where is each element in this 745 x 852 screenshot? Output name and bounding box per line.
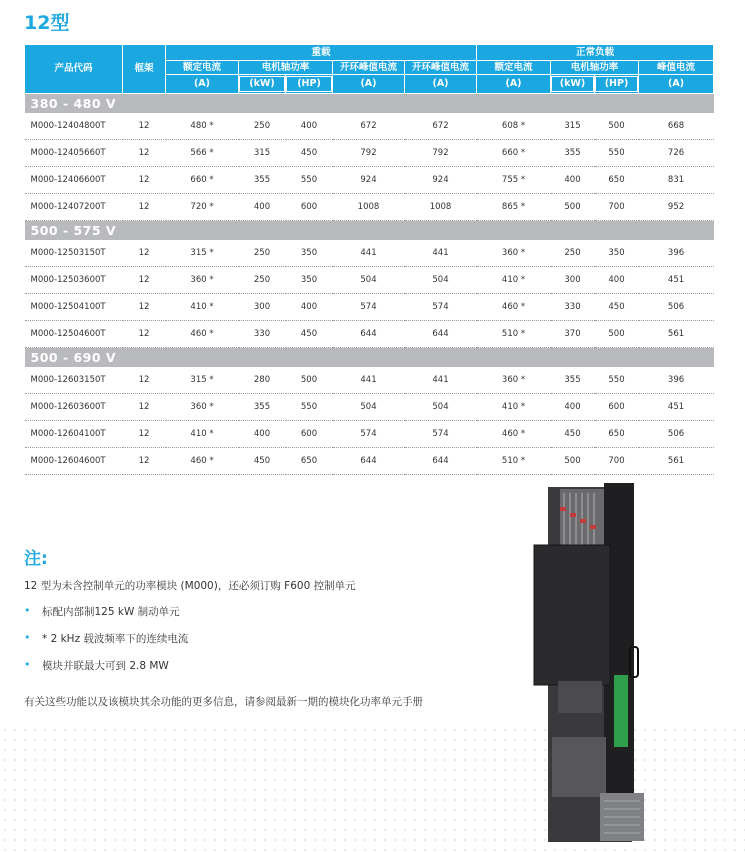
note-text: 标配内部制125 kW 制动单元 [42, 606, 180, 618]
table-row [25, 448, 714, 475]
cell-code: M000-12603600T [25, 394, 123, 421]
unit-hd-hp-label: (HP) [286, 76, 332, 92]
cell-hd-current: 460 * [166, 321, 239, 348]
module-lower-bay [552, 737, 606, 797]
cell-open-peak: 574 [333, 421, 405, 448]
cell-open-peak: 504 [333, 267, 405, 294]
cell-nd-kw: 500 [551, 194, 595, 221]
voltage-group-label: 380 - 480 V [25, 94, 714, 114]
cell-closed-peak: 504 [405, 267, 477, 294]
cell-hd-current: 566 * [166, 140, 239, 167]
table-row [25, 140, 714, 167]
cell-nd-hp: 550 [595, 367, 639, 394]
cell-code: M000-12404800T [25, 113, 123, 140]
cell-nd-peak: 561 [639, 321, 714, 348]
cell-nd-peak: 506 [639, 421, 714, 448]
cell-nd-current: 460 * [477, 294, 551, 321]
table-row [25, 321, 714, 348]
cell-hd-hp: 550 [286, 167, 333, 194]
module-status-board [614, 675, 628, 747]
cell-nd-current: 460 * [477, 421, 551, 448]
cell-nd-kw: 300 [551, 267, 595, 294]
notes-list [24, 604, 188, 685]
cell-frame: 12 [123, 367, 166, 394]
cell-closed-peak: 672 [405, 113, 477, 140]
cell-open-peak: 644 [333, 448, 405, 475]
cell-open-peak: 792 [333, 140, 405, 167]
cell-nd-kw: 400 [551, 394, 595, 421]
cell-hd-current: 410 * [166, 294, 239, 321]
cell-code: M000-12604100T [25, 421, 123, 448]
cell-hd-current: 720 * [166, 194, 239, 221]
bullet-icon: • [24, 631, 31, 644]
cell-open-peak: 441 [333, 240, 405, 267]
cell-closed-peak: 574 [405, 421, 477, 448]
cell-nd-hp: 650 [595, 167, 639, 194]
cell-closed-peak: 504 [405, 394, 477, 421]
cell-hd-hp: 450 [286, 140, 333, 167]
power-module-image [530, 475, 650, 847]
cell-code: M000-12406600T [25, 167, 123, 194]
cell-hd-hp: 350 [286, 267, 333, 294]
cell-code: M000-12503600T [25, 267, 123, 294]
header-product-code: 产品代码 [25, 45, 123, 94]
cell-frame: 12 [123, 448, 166, 475]
cell-frame: 12 [123, 240, 166, 267]
notes-title: 注: [24, 549, 48, 569]
cell-closed-peak: 441 [405, 240, 477, 267]
cell-hd-current: 360 * [166, 267, 239, 294]
unit-hd-hp [286, 75, 333, 94]
cell-open-peak: 672 [333, 113, 405, 140]
cell-frame: 12 [123, 113, 166, 140]
cell-hd-current: 660 * [166, 167, 239, 194]
cell-code: M000-12603150T [25, 367, 123, 394]
cell-nd-kw: 370 [551, 321, 595, 348]
cell-frame: 12 [123, 421, 166, 448]
cell-hd-kw: 315 [239, 140, 286, 167]
cell-nd-hp: 600 [595, 394, 639, 421]
cell-frame: 12 [123, 321, 166, 348]
cell-closed-peak: 1008 [405, 194, 477, 221]
note-text: * 2 kHz 载波频率下的连续电流 [42, 633, 189, 645]
unit-hd-kw-label: (kW) [239, 76, 285, 92]
cell-hd-current: 360 * [166, 394, 239, 421]
cell-frame: 12 [123, 394, 166, 421]
cell-nd-kw: 355 [551, 140, 595, 167]
cell-code: M000-12504600T [25, 321, 123, 348]
cell-hd-kw: 450 [239, 448, 286, 475]
table-row [25, 294, 714, 321]
cell-nd-current: 360 * [477, 367, 551, 394]
cell-open-peak: 504 [333, 394, 405, 421]
cell-hd-kw: 250 [239, 267, 286, 294]
unit-nd-current: (A) [477, 75, 551, 94]
unit-nd-kw [551, 75, 595, 94]
cell-frame: 12 [123, 267, 166, 294]
bullet-icon: • [24, 604, 31, 617]
table-row [25, 113, 714, 140]
cell-frame: 12 [123, 294, 166, 321]
header-peak-current: 峰值电流 [639, 61, 714, 75]
unit-hd-current: (A) [166, 75, 239, 94]
cell-hd-kw: 280 [239, 367, 286, 394]
cell-nd-kw: 450 [551, 421, 595, 448]
cell-open-peak: 1008 [333, 194, 405, 221]
voltage-group-header [25, 348, 714, 368]
header-frame: 框架 [123, 45, 166, 94]
voltage-group-label: 500 - 690 V [25, 348, 714, 368]
cell-nd-kw: 500 [551, 448, 595, 475]
header-heavy-duty: 重载 [166, 45, 477, 61]
table-row [25, 267, 714, 294]
unit-closed-peak: (A) [405, 75, 477, 94]
spec-table [24, 44, 714, 475]
cell-nd-hp: 700 [595, 448, 639, 475]
cell-nd-peak: 506 [639, 294, 714, 321]
cell-hd-hp: 600 [286, 194, 333, 221]
table-row [25, 367, 714, 394]
table-row [25, 421, 714, 448]
cell-nd-peak: 952 [639, 194, 714, 221]
cell-hd-hp: 550 [286, 394, 333, 421]
note-item [24, 658, 188, 685]
cell-hd-current: 315 * [166, 240, 239, 267]
cell-open-peak: 441 [333, 367, 405, 394]
cell-nd-current: 660 * [477, 140, 551, 167]
cell-hd-kw: 400 [239, 421, 286, 448]
cell-closed-peak: 792 [405, 140, 477, 167]
cell-code: M000-12504100T [25, 294, 123, 321]
cell-closed-peak: 574 [405, 294, 477, 321]
cell-nd-hp: 500 [595, 321, 639, 348]
cell-nd-hp: 550 [595, 140, 639, 167]
cell-hd-kw: 250 [239, 240, 286, 267]
header-hd-rated-current: 额定电流 [166, 61, 239, 75]
notes-more-info: 有关这些功能以及该模块其余功能的更多信息，请参阅最新一期的模块化功率单元手册 [24, 696, 423, 708]
cell-hd-hp: 500 [286, 367, 333, 394]
cell-hd-hp: 400 [286, 294, 333, 321]
voltage-group-header [25, 221, 714, 241]
cell-open-peak: 644 [333, 321, 405, 348]
cell-hd-hp: 600 [286, 421, 333, 448]
cell-frame: 12 [123, 140, 166, 167]
unit-hd-kw [239, 75, 286, 94]
note-text: 模块并联最大可到 2.8 MW [42, 660, 169, 672]
module-front-cover [534, 545, 610, 685]
cell-hd-kw: 330 [239, 321, 286, 348]
cell-hd-current: 410 * [166, 421, 239, 448]
table-row [25, 240, 714, 267]
unit-open-peak: (A) [333, 75, 405, 94]
cell-nd-current: 755 * [477, 167, 551, 194]
cell-nd-kw: 250 [551, 240, 595, 267]
header-nd-rated-current: 额定电流 [477, 61, 551, 75]
cell-open-peak: 574 [333, 294, 405, 321]
cell-nd-hp: 700 [595, 194, 639, 221]
table-row [25, 167, 714, 194]
cell-nd-hp: 400 [595, 267, 639, 294]
cell-nd-peak: 451 [639, 394, 714, 421]
cell-nd-peak: 396 [639, 240, 714, 267]
cell-nd-kw: 315 [551, 113, 595, 140]
cell-code: M000-12407200T [25, 194, 123, 221]
unit-peak-current: (A) [639, 75, 714, 94]
cell-hd-hp: 400 [286, 113, 333, 140]
header-nd-motor-power: 电机轴功率 [551, 61, 639, 75]
cell-hd-kw: 355 [239, 167, 286, 194]
cell-code: M000-12405660T [25, 140, 123, 167]
cell-nd-kw: 355 [551, 367, 595, 394]
cell-nd-kw: 330 [551, 294, 595, 321]
voltage-group-label: 500 - 575 V [25, 221, 714, 241]
cell-hd-hp: 650 [286, 448, 333, 475]
cell-nd-hp: 650 [595, 421, 639, 448]
cell-hd-current: 460 * [166, 448, 239, 475]
header-closed-loop-peak: 开环峰值电流 [405, 61, 477, 75]
unit-nd-hp [595, 75, 639, 94]
module-terminal-block [558, 681, 602, 713]
cell-nd-current: 510 * [477, 321, 551, 348]
table-row [25, 394, 714, 421]
cell-hd-current: 480 * [166, 113, 239, 140]
cell-hd-kw: 300 [239, 294, 286, 321]
cell-nd-peak: 726 [639, 140, 714, 167]
note-item [24, 604, 188, 631]
cell-code: M000-12604600T [25, 448, 123, 475]
cell-nd-hp: 450 [595, 294, 639, 321]
note-item [24, 631, 188, 658]
cell-hd-hp: 450 [286, 321, 333, 348]
cell-hd-kw: 250 [239, 113, 286, 140]
cell-nd-kw: 400 [551, 167, 595, 194]
cell-nd-hp: 500 [595, 113, 639, 140]
page-title: 12型 [24, 12, 70, 34]
cell-nd-hp: 350 [595, 240, 639, 267]
header-hd-motor-power: 电机轴功率 [239, 61, 333, 75]
cell-nd-peak: 396 [639, 367, 714, 394]
cell-nd-peak: 561 [639, 448, 714, 475]
table-row [25, 194, 714, 221]
cell-nd-peak: 451 [639, 267, 714, 294]
cell-open-peak: 924 [333, 167, 405, 194]
cell-nd-current: 865 * [477, 194, 551, 221]
cell-nd-current: 608 * [477, 113, 551, 140]
cell-closed-peak: 924 [405, 167, 477, 194]
unit-nd-hp-label: (HP) [595, 76, 638, 92]
cell-nd-current: 510 * [477, 448, 551, 475]
cell-closed-peak: 644 [405, 321, 477, 348]
bullet-icon: • [24, 658, 31, 671]
cell-frame: 12 [123, 167, 166, 194]
cell-closed-peak: 441 [405, 367, 477, 394]
unit-nd-kw-label: (kW) [551, 76, 594, 92]
cell-hd-kw: 355 [239, 394, 286, 421]
cell-nd-peak: 831 [639, 167, 714, 194]
cell-hd-hp: 350 [286, 240, 333, 267]
cell-frame: 12 [123, 194, 166, 221]
cell-nd-peak: 668 [639, 113, 714, 140]
cell-nd-current: 410 * [477, 267, 551, 294]
header-normal-duty: 正常负载 [477, 45, 714, 61]
cell-hd-kw: 400 [239, 194, 286, 221]
voltage-group-header [25, 94, 714, 114]
cell-nd-current: 360 * [477, 240, 551, 267]
cell-nd-current: 410 * [477, 394, 551, 421]
header-open-loop-peak: 开环峰值电流 [333, 61, 405, 75]
cell-hd-current: 315 * [166, 367, 239, 394]
cell-code: M000-12503150T [25, 240, 123, 267]
cell-closed-peak: 644 [405, 448, 477, 475]
notes-intro: 12 型为未含控制单元的功率模块 (M000)，还必须订购 F600 控制单元 [24, 580, 356, 592]
